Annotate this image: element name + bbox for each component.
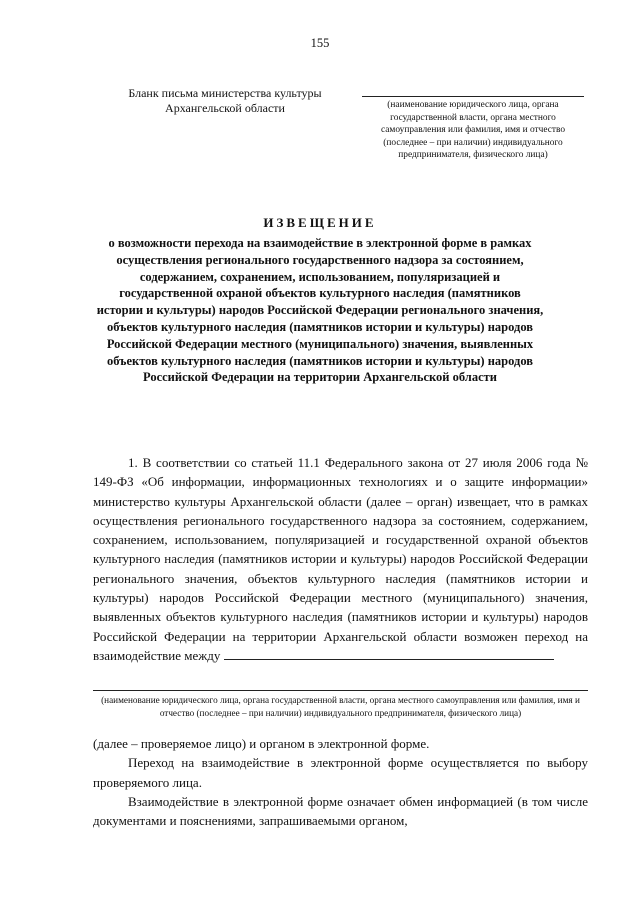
- party-fill-line-full: [93, 690, 588, 691]
- party-fill-line: [224, 647, 554, 660]
- notice-body-continued: [93, 734, 588, 830]
- party-caption: (наименование юридического лица, органа государственной власти, органа местного самоуправления или фамилия, имя и отчество (последнее – при наличии) индивидуального предпринимателя, физического лица): [101, 695, 580, 718]
- letterhead-line-2: Архангельской области: [165, 101, 285, 115]
- letterhead-block: [100, 86, 350, 116]
- notice-body: [93, 453, 588, 665]
- recipient-block: [362, 96, 584, 162]
- paragraph-1: [93, 453, 588, 665]
- notice-subtitle: о возможности перехода на взаимодействие в электронной форме в рамках осуществления регионального государственного надзора за состоянием, содержанием, сохранением, использованием, популяризацией и государственной охраной объектов культурного наследия (памятников истории и культуры) народов Российской Федерации регионального значения, объектов культурного наследия (памятников истории и культуры) народов Российской Федерации местного (муниципального) значения, выявленных объектов культурного наследия (памятников истории и культуры) народов Российской Федерации на территории Архангельской области: [96, 236, 544, 385]
- recipient-fill-line: [362, 96, 584, 97]
- recipient-caption: (наименование юридического лица, органа государственной власти, органа местного самоуправления или фамилия, имя и отчество (последнее – при наличии) индивидуального предпринимателя, физического лица): [380, 100, 566, 160]
- paragraph-1-text: 1. В соответствии со статьей 11.1 Федерального закона от 27 июля 2006 года № 149-ФЗ «Об информации, информационных технологиях и о защите информации» министерство культуры Архангельской области (далее – орган) извещает, что в рамках осуществления регионального государственного надзора за состоянием, содержанием, сохранением, использованием, популяризацией и государственной охраной объектов культурного наследия (памятников истории и культуры) народов Российской Федерации регионального значения, объектов культурного наследия (памятников истории и культуры) народов Российской Федерации местного (муниципального) значения, выявленных объектов культурного наследия (памятников истории и культуры) народов Российской Федерации на территории Архангельской области возможен переход на взаимодействие между: [93, 455, 588, 663]
- notice-title: ИЗВЕЩЕНИЕ: [263, 215, 377, 230]
- continuation-text: (далее – проверяемое лицо) и органом в электронной форме.: [93, 736, 430, 751]
- paragraph-2: Переход на взаимодействие в электронной форме осуществляется по выбору проверяемого лица.: [93, 755, 588, 790]
- page-number: 155: [310, 36, 330, 50]
- letterhead-line-1: Бланк письма министерства культуры: [128, 86, 322, 100]
- paragraph-3: Взаимодействие в электронной форме означает обмен информацией (в том числе документами и пояснениями, запрашиваемыми органом,: [93, 793, 588, 829]
